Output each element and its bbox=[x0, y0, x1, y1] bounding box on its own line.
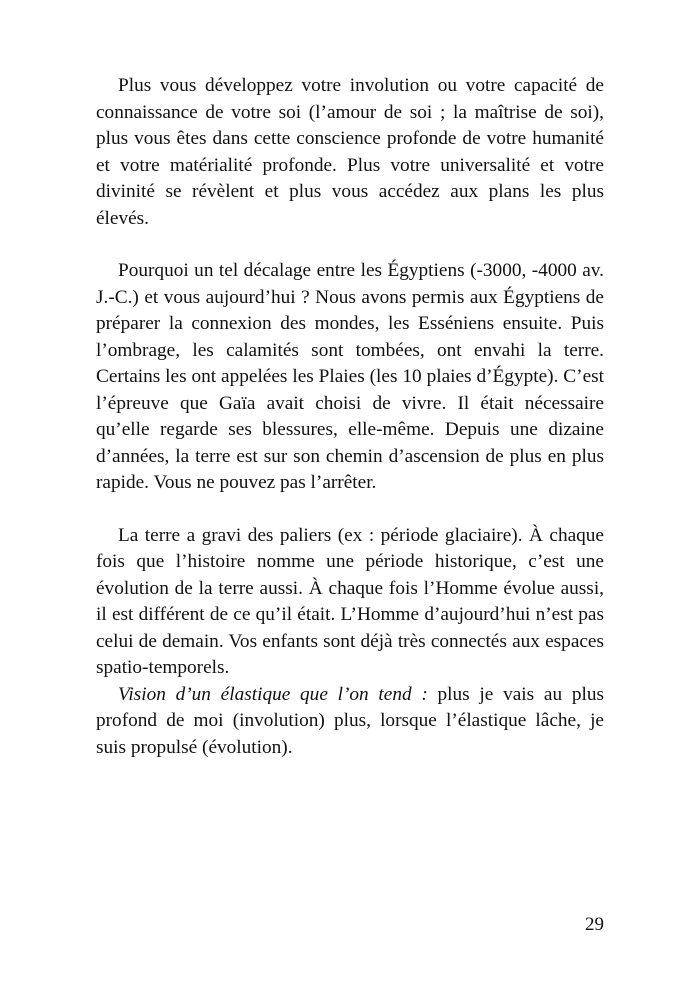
vision-text: plus je vais au plus profond de moi (involution) plus, lorsque l’élastique lâche, je suis propulsé (évolution). bbox=[96, 683, 604, 758]
page-number: 29 bbox=[585, 914, 604, 935]
paragraph-vision bbox=[96, 682, 604, 762]
body-text bbox=[96, 73, 604, 761]
paragraph-earth-levels: La terre a gravi des paliers (ex : période glaciaire). À chaque fois que l’histoire nomme une période historique, c’est une évolution de la terre aussi. À chaque fois l’Homme évolue aussi, il est différent de ce qu’il était. L’Homme d’aujourd’hui n’est pas celui de demain. Vos enfants sont déjà très connectés aux espaces spatio-temporels. bbox=[96, 524, 604, 678]
paragraph-egyptians: Pourquoi un tel décalage entre les Égyptiens (-3000, -4000 av. J.-C.) et vous aujourd’hui ? Nous avons permis aux Égyptiens de préparer la connexion des mondes, les Esséniens ensuite. Puis l’ombrage, les calamités sont tombées, ont envahi la terre. Certains les ont appelées les Plaies (les 10 plaies d’Égypte). C’est l’épreuve que Gaïa avait choisi de vivre. Il était nécessaire qu’elle regarde ses blessures, elle-même. Depuis une dizaine d’années, la terre est sur son chemin d’ascension de plus en plus rapide. Vous ne pouvez pas l’arrêter. bbox=[96, 260, 604, 493]
paragraph-involution: Plus vous développez votre involution ou votre capacité de connaissance de votre soi (l’amour de soi ; la maîtrise de soi), plus vous êtes dans cette conscience profonde de votre humanité et votre matérialité profonde. Plus votre universalité et votre divinité se révèlent et plus vous accédez aux plans les plus élevés. bbox=[96, 75, 604, 229]
vision-heading: Vision d’un élastique que l’on tend : bbox=[118, 683, 428, 705]
